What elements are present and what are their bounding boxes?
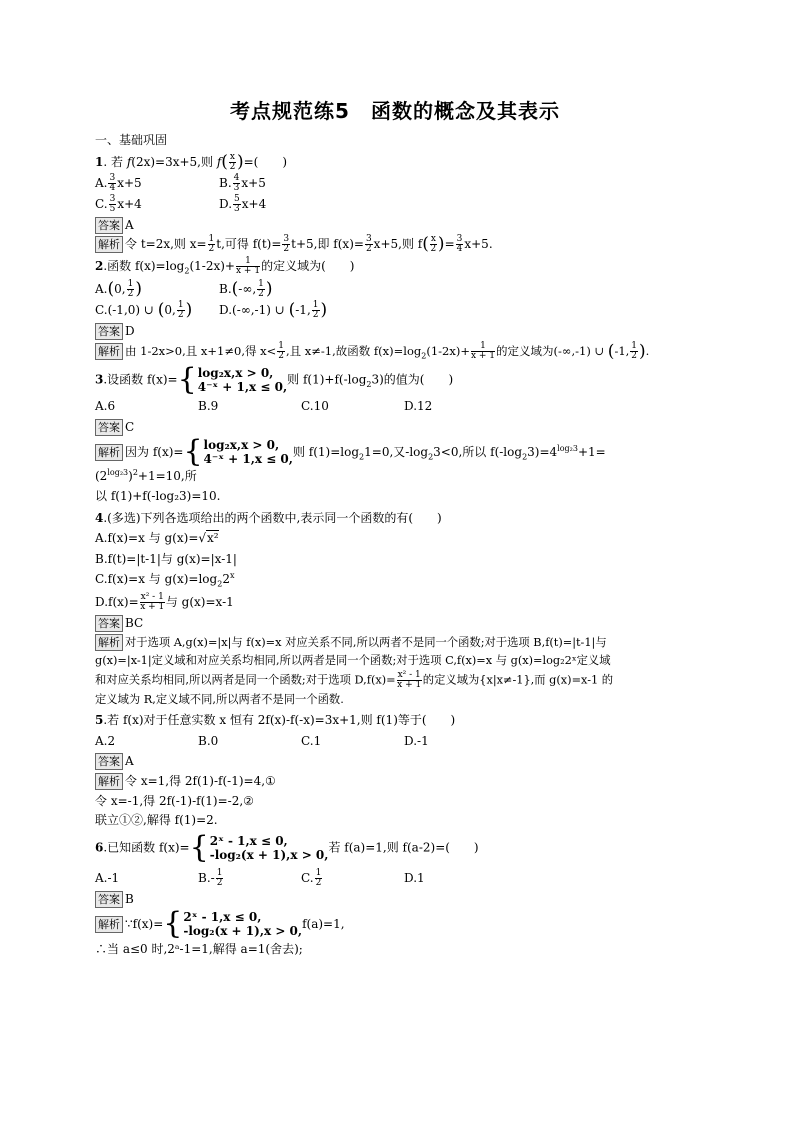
explanation-line: g(x)=|x-1|定义域和对应关系均相同,所以两者是同一个函数;对于选项 C,f(x)=x 与 g(x)=log₂2ˣ定义域: [95, 654, 611, 668]
explanation-row: [95, 634, 695, 709]
question-3-stem: 3.设函数 f(x)= { log₂x,x > 0, 4⁻ˣ + 1,x ≤ 0, 则 $f(1)+f(-\log_23)$的值为( ): [95, 362, 454, 398]
fraction: [229, 153, 236, 172]
option-d[interactable]: D.(-∞,-1) ∪ (-1, $\frac{1}{2}$ ): [219, 299, 328, 320]
explanation-row: [95, 906, 695, 942]
option-c[interactable]: C.f(x)=x 与 $g(x)=\log_22^x$: [95, 571, 235, 589]
explanation-text: ∵f(x)= { 2ˣ - 1,x ≤ 0, -log₂(x + 1),x > 0, f(a)=1,: [125, 906, 345, 942]
explanation-continued: 以 f(1)+f(-log₂3)=10.: [95, 489, 221, 504]
options: [95, 280, 695, 299]
question-number: 2: [95, 259, 104, 274]
option-a[interactable]: A.(0, $\frac{1}{2}$ ): [95, 278, 142, 299]
option-d[interactable]: D.12: [404, 399, 433, 414]
piecewise: { 2ˣ - 1,x ≤ 0, -log₂(x + 1),x > 0,: [189, 829, 329, 865]
answer-value: C: [125, 419, 135, 434]
answer-value: BC: [125, 616, 144, 631]
question-4: [95, 509, 695, 709]
explanation-line: 联立①②,解得 f(1)=2.: [95, 813, 218, 828]
explanation-row: [95, 235, 695, 254]
explanation-line: ∴当 a≤0 时,2ᵃ-1=1,解得 a=1(舍去);: [95, 942, 303, 957]
question-number: 6: [95, 840, 104, 855]
question-2: [95, 257, 695, 362]
option-b[interactable]: B.9: [198, 399, 219, 414]
options: [95, 869, 695, 888]
sqrt: √x²: [198, 531, 219, 546]
option-b[interactable]: B.f(t)=|t-1|与 g(x)=|x-1|: [95, 551, 237, 566]
answer-tag: 答案: [95, 753, 123, 770]
question-6: [95, 829, 695, 959]
option-a[interactable]: A.6: [95, 399, 116, 414]
option-c[interactable]: C. $\frac{1}{2}$: [301, 867, 322, 888]
option-b[interactable]: B.- $\frac{1}{2}$: [198, 867, 223, 888]
option-c[interactable]: C. $\frac{3}{5}$ x+4: [95, 193, 142, 214]
answer-row: [95, 322, 695, 341]
question-2-stem: 2.函数 $f(x)=\log_2(1-2x)+$ $\frac{1}{x + 1}$ 的定义域为( ): [95, 256, 355, 277]
explanation-row: [95, 434, 695, 486]
options: [95, 732, 695, 751]
explanation-line: 对于选项 A,g(x)=|x|与 f(x)=x 对应关系不同,所以两者不是同一个函数;对于选项 B,f(t)=|t-1|与: [125, 635, 607, 649]
question-3: [95, 362, 695, 505]
options: [95, 195, 695, 214]
question-number: 4: [95, 510, 104, 525]
paren-open: (: [221, 151, 228, 172]
stem-text: =( ): [243, 154, 288, 169]
explanation-text: 令 t=2x,则 x= $\frac{1}{2}$ t,可得 f(t)= $\frac{3}{2}$ t+5,即 f(x)= $\frac{3}{2}$ x+5,则 f( $\frac{x}{2}$ )= $\frac{3}{4}$ x+5.: [125, 234, 493, 255]
answer-tag: 答案: [95, 615, 123, 632]
explanation-text: 由 1-2x>0,且 x+1≠0,得 x< $\frac{1}{2}$ ,且 x≠-1,故函数 $f(x)=\log_2(1-2x)+$ $\frac{1}{x + 1}$ 的定义域为(-∞,-1) ∪ (-1, $\frac{1}{2}$ ).: [125, 341, 650, 362]
option-d[interactable]: D.-1: [404, 733, 429, 748]
worksheet-page: [95, 96, 695, 960]
question-4-stem: 4.(多选)下列各选项给出的两个函数中,表示同一个函数的有( ): [95, 510, 442, 525]
explain-tag: 解析: [95, 343, 123, 360]
answer-tag: 答案: [95, 217, 123, 234]
option-d[interactable]: D.1: [404, 870, 425, 885]
option-b[interactable]: B. $\frac{4}{3}$ x+5: [219, 172, 266, 193]
explain-tag: 解析: [95, 773, 123, 790]
explanation-line: 定义域为 R,定义域不同,所以两者不是同一个函数.: [95, 692, 344, 706]
explain-tag: 解析: [95, 916, 123, 933]
options: [95, 174, 695, 193]
explanation-line: 和对应关系均相同,所以两者是同一个函数;对于选项 D,f(x)= $\frac{\text{x² - 1}}{x + 1}$ 的定义域为{x|x≠-1},而 g(x)=x-1 的: [95, 669, 614, 690]
question-5: [95, 711, 695, 830]
stem-text: f: [126, 154, 132, 169]
option-c[interactable]: C.(-1,0) ∪ (0, $\frac{1}{2}$ ): [95, 299, 193, 320]
question-number: 1: [95, 154, 104, 169]
answer-row: [95, 890, 695, 909]
page-title: 考点规范练5 函数的概念及其表示: [230, 99, 560, 123]
numerator: x: [229, 151, 235, 162]
options: [95, 301, 695, 320]
option-d[interactable]: D. $\frac{5}{3}$ x+4: [219, 193, 267, 214]
explain-tag: 解析: [95, 634, 123, 651]
question-1: [95, 153, 695, 255]
explain-tag: 解析: [95, 444, 123, 461]
answer-row: [95, 216, 695, 235]
stem-text: f: [216, 154, 222, 169]
answer-row: [95, 752, 695, 771]
denominator: 2: [229, 161, 236, 172]
question-5-stem: 5.若 f(x)对于任意实数 x 恒有 2f(x)-f(-x)=3x+1,则 f(1)等于( ): [95, 713, 456, 728]
paren-close: ): [236, 151, 244, 172]
option-a[interactable]: A.f(x)=x 与 g(x)=√x²: [95, 529, 695, 548]
answer-tag: 答案: [95, 891, 123, 908]
options: [95, 397, 695, 416]
question-1-stem: [95, 153, 695, 172]
explanation-row: [95, 772, 695, 791]
explanation-line: 令 x=1,得 2f(1)-f(-1)=4,①: [125, 774, 276, 789]
piecewise: { log₂x,x > 0, 4⁻ˣ + 1,x ≤ 0,: [177, 362, 288, 398]
option-a[interactable]: A.2: [95, 733, 116, 748]
explanation-row: [95, 342, 695, 363]
section-heading: 一、基础巩固: [95, 133, 168, 147]
explanation-text: 因为 f(x)= { log₂x,x > 0, 4⁻ˣ + 1,x ≤ 0, 则 $f(1)=\log_21=0$,又$-\log_23<0$,所以 $f(-\log_23)=4^{log_23}+1=(2^{log_23})^2+1=10$,所: [95, 434, 606, 484]
answer-value: B: [125, 891, 134, 906]
question-number: 3: [95, 372, 104, 387]
stem-text: (2x)=3x+5,则: [131, 154, 217, 169]
answer-value: D: [125, 323, 135, 338]
option-d[interactable]: D.f(x)= $\frac{\text{x² - 1}}{x + 1}$ 与 g(x)=x-1: [95, 592, 234, 613]
answer-value: A: [125, 217, 134, 232]
explanation-line: 令 x=-1,得 2f(-1)-f(1)=-2,②: [95, 793, 254, 808]
answer-row: [95, 614, 695, 633]
answer-value: A: [125, 754, 134, 769]
option-b[interactable]: B.(-∞, $\frac{1}{2}$ ): [219, 278, 273, 299]
answer-tag: 答案: [95, 419, 123, 436]
option-b[interactable]: B.0: [198, 733, 219, 748]
answer-tag: 答案: [95, 323, 123, 340]
explain-tag: 解析: [95, 236, 123, 253]
question-6-stem: 6.已知函数 f(x)= { 2ˣ - 1,x ≤ 0, -log₂(x + 1),x > 0, 若 f(a)=1,则 f(a-2)=( ): [95, 829, 479, 865]
option-c[interactable]: C.10: [301, 399, 329, 414]
option-c[interactable]: C.1: [301, 733, 322, 748]
option-a[interactable]: A.-1: [95, 870, 120, 885]
stem-text: . 若: [103, 154, 127, 169]
question-number: 5: [95, 713, 104, 728]
option-a[interactable]: A. $\frac{3}{4}$ x+5: [95, 172, 142, 193]
